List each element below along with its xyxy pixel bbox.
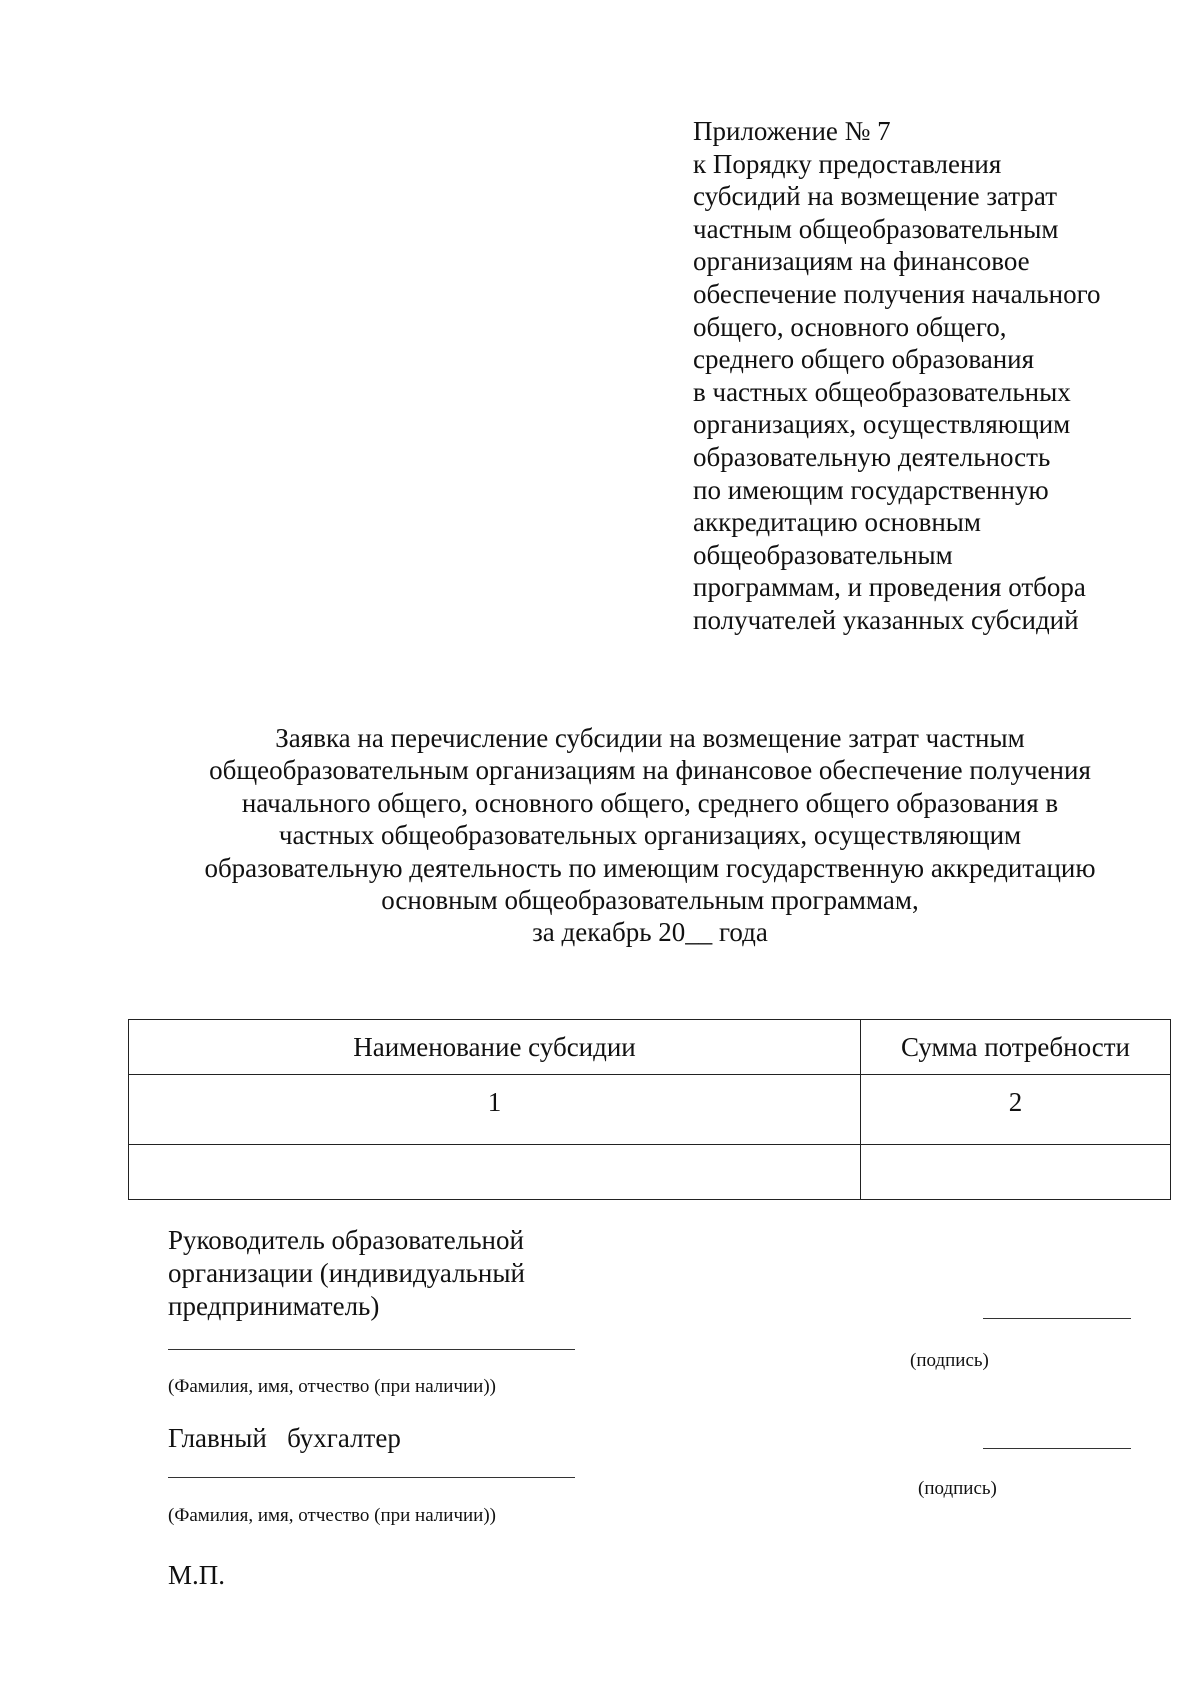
director-signature-caption: (подпись) — [910, 1350, 989, 1371]
director-name-caption: (Фамилия, имя, отчество (при наличии)) — [168, 1376, 497, 1397]
appendix-line: по имеющим государственную — [693, 474, 1049, 505]
title-line: за декабрь 20__ года — [532, 917, 768, 948]
appendix-line: к Порядку предоставления — [693, 148, 1002, 179]
title-line: частных общеобразовательных организациях, осуществляющим — [278, 820, 1022, 851]
director-name-line[interactable] — [168, 1349, 575, 1350]
accountant-signature-line[interactable] — [983, 1448, 1131, 1449]
title-line: общеобразовательным организациям на финансовое обеспечение получения — [209, 755, 1091, 786]
title-line: Заявка на перечисление субсидии на возмещение затрат частным — [275, 723, 1025, 753]
appendix-line: общего, основного общего, — [693, 311, 1007, 342]
title-line: образовательную деятельность по имеющим государственную аккредитацию — [204, 852, 1096, 883]
accountant-signature-caption: (подпись) — [918, 1478, 997, 1499]
subsidy-table — [128, 1019, 1171, 1200]
title-line: основным общеобразовательным программам, — [381, 885, 919, 916]
document-title — [120, 722, 1180, 949]
table-header-row — [129, 1020, 1171, 1075]
director-title-line: предприниматель) — [168, 1291, 380, 1321]
appendix-line: в частных общеобразовательных — [693, 376, 1071, 407]
appendix-line: общеобразовательным — [693, 539, 953, 570]
accountant-title — [168, 1422, 401, 1455]
column-number: 1 — [129, 1075, 861, 1145]
appendix-line: Приложение № 7 — [693, 116, 891, 146]
appendix-line: аккредитацию основным — [693, 507, 981, 538]
director-signature-line[interactable] — [983, 1318, 1131, 1319]
header-subsidy-name: Наименование субсидии — [129, 1020, 861, 1075]
column-number: 2 — [861, 1075, 1171, 1145]
amount-cell[interactable] — [861, 1145, 1171, 1200]
director-title — [168, 1224, 525, 1323]
director-title-line: организации (индивидуальный — [168, 1258, 525, 1288]
appendix-line: частным общеобразовательным — [693, 213, 1059, 244]
subsidy-name-cell[interactable] — [129, 1145, 861, 1200]
title-line: начального общего, основного общего, среднего общего образования в — [241, 787, 1059, 818]
accountant-name-caption: (Фамилия, имя, отчество (при наличии)) — [168, 1505, 497, 1526]
header-amount: Сумма потребности — [861, 1020, 1171, 1075]
appendix-line: субсидий на возмещение затрат — [693, 181, 1057, 212]
appendix-line: образовательную деятельность — [693, 441, 1051, 472]
appendix-line: среднего общего образования — [693, 344, 1035, 375]
appendix-line: программам, и проведения отбора — [693, 572, 1086, 603]
appendix-line: обеспечение получения начального — [693, 278, 1101, 309]
accountant-name-line[interactable] — [168, 1477, 575, 1478]
director-title-line: Руководитель образовательной — [168, 1225, 524, 1255]
accountant-title-line: Главный бухгалтер — [168, 1423, 401, 1453]
appendix-header — [693, 115, 1173, 637]
table-number-row — [129, 1075, 1171, 1145]
appendix-line: организациям на финансовое — [693, 246, 1030, 277]
appendix-line: организациях, осуществляющим — [693, 409, 1071, 440]
appendix-line: получателей указанных субсидий — [693, 604, 1079, 635]
table-row — [129, 1145, 1171, 1200]
stamp-place: М.П. — [168, 1560, 226, 1590]
